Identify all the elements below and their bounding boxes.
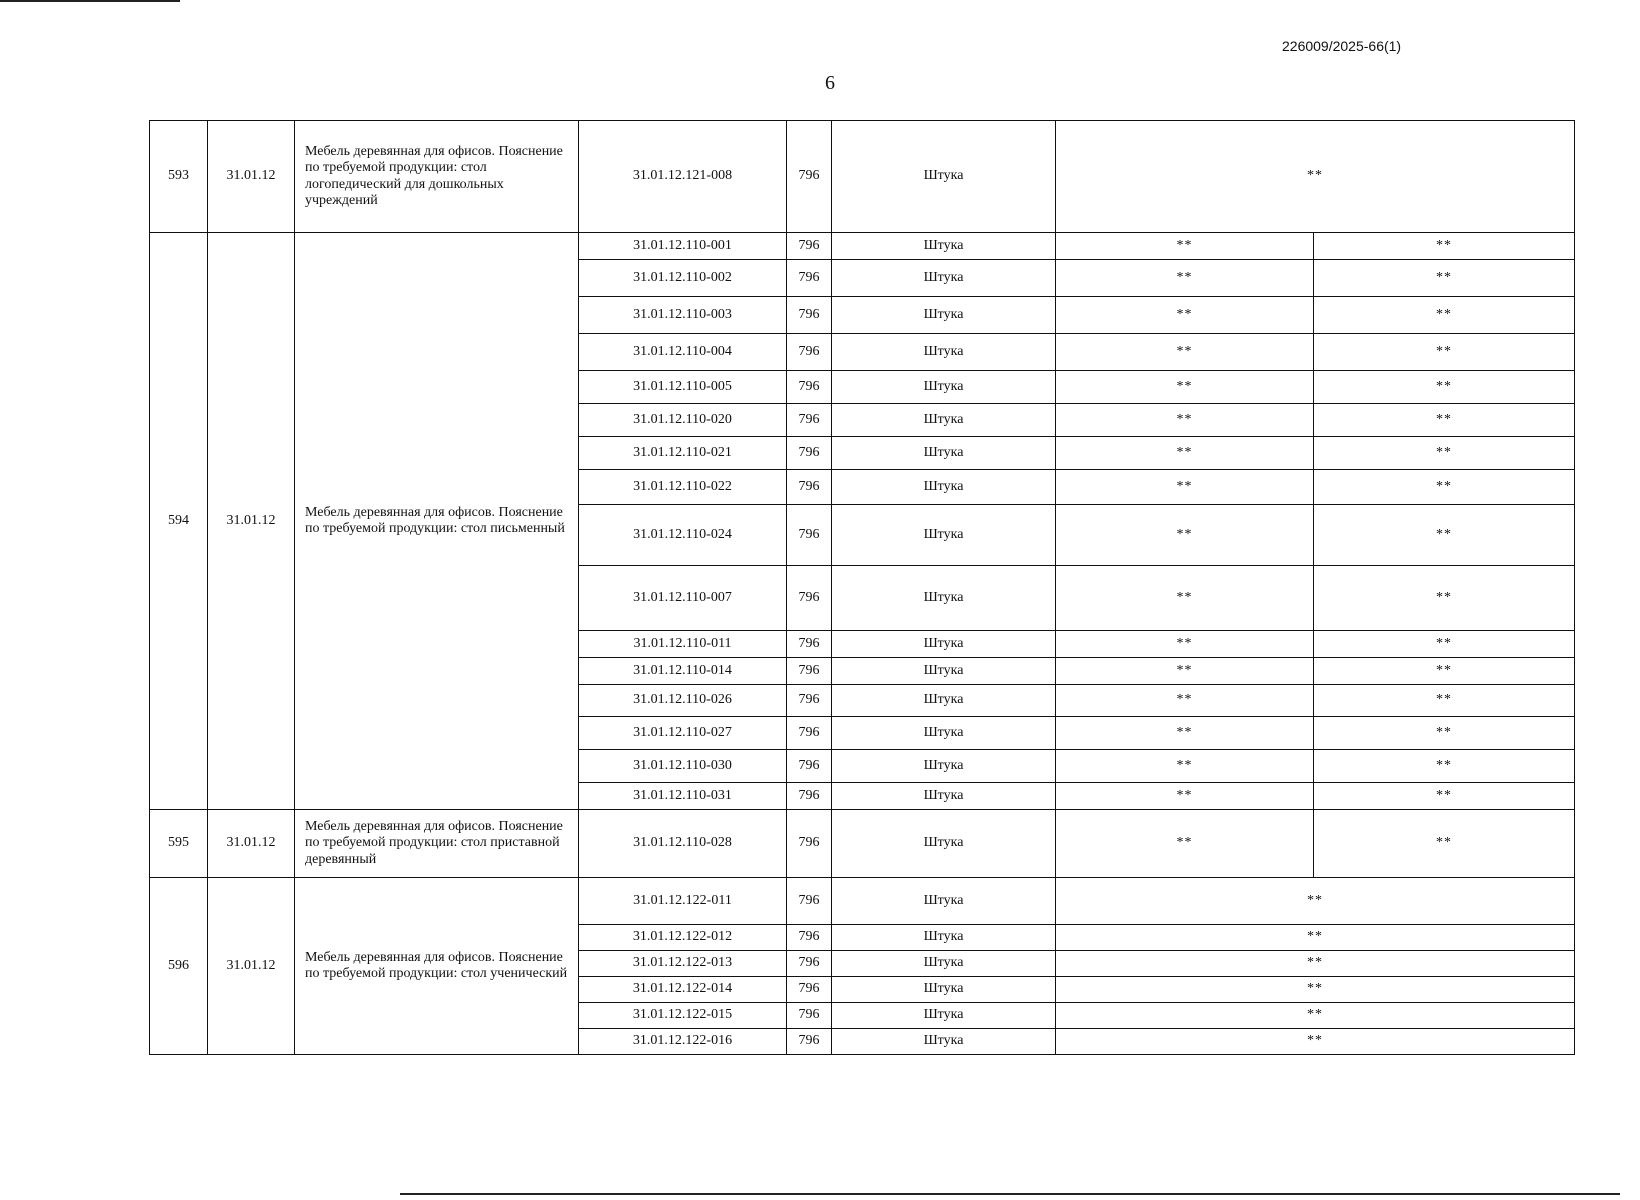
okei-code: 796 — [787, 334, 832, 371]
value-cell: ** — [1314, 631, 1575, 658]
unit-name: Штука — [832, 658, 1056, 685]
unit-name: Штука — [832, 121, 1056, 233]
products-table — [149, 120, 1575, 1055]
okpd-code: 31.01.12 — [208, 233, 295, 810]
page-number: 6 — [825, 72, 835, 94]
value-cell: ** — [1314, 437, 1575, 470]
item-code: 31.01.12.110-022 — [579, 470, 787, 505]
value-cell: ** — [1056, 297, 1314, 334]
okei-code: 796 — [787, 717, 832, 750]
item-code: 31.01.12.110-026 — [579, 685, 787, 717]
item-code: 31.01.12.110-003 — [579, 297, 787, 334]
table-row — [150, 121, 1575, 233]
okei-code: 796 — [787, 783, 832, 810]
unit-name: Штука — [832, 977, 1056, 1003]
okei-code: 796 — [787, 404, 832, 437]
value-cell: ** — [1056, 470, 1314, 505]
item-code: 31.01.12.110-005 — [579, 371, 787, 404]
item-code: 31.01.12.110-020 — [579, 404, 787, 437]
item-code: 31.01.12.110-001 — [579, 233, 787, 260]
product-description: Мебель деревянная для офисов. Пояснение по требуемой продукции: стол приставной деревянный — [295, 810, 579, 878]
okei-code: 796 — [787, 951, 832, 977]
value-cell: ** — [1056, 334, 1314, 371]
okei-code: 796 — [787, 566, 832, 631]
unit-name: Штука — [832, 297, 1056, 334]
value-cell: ** — [1314, 750, 1575, 783]
unit-name: Штука — [832, 371, 1056, 404]
value-cell: ** — [1056, 925, 1575, 951]
value-cell: ** — [1314, 260, 1575, 297]
okpd-code: 31.01.12 — [208, 878, 295, 1055]
okei-code: 796 — [787, 878, 832, 925]
item-code: 31.01.12.122-015 — [579, 1003, 787, 1029]
okei-code: 796 — [787, 750, 832, 783]
item-code: 31.01.12.122-012 — [579, 925, 787, 951]
value-cell: ** — [1056, 658, 1314, 685]
okei-code: 796 — [787, 505, 832, 566]
product-description: Мебель деревянная для офисов. Пояснение по требуемой продукции: стол ученический — [295, 878, 579, 1055]
okpd-code: 31.01.12 — [208, 121, 295, 233]
table-row — [150, 233, 1575, 260]
value-cell: ** — [1314, 505, 1575, 566]
unit-name: Штука — [832, 470, 1056, 505]
unit-name: Штука — [832, 717, 1056, 750]
unit-name: Штука — [832, 631, 1056, 658]
value-cell: ** — [1056, 783, 1314, 810]
okei-code: 796 — [787, 1003, 832, 1029]
row-number: 596 — [150, 878, 208, 1055]
item-code: 31.01.12.121-008 — [579, 121, 787, 233]
item-code: 31.01.12.122-011 — [579, 878, 787, 925]
row-number: 595 — [150, 810, 208, 878]
okei-code: 796 — [787, 685, 832, 717]
okei-code: 796 — [787, 925, 832, 951]
value-cell: ** — [1314, 404, 1575, 437]
row-number: 593 — [150, 121, 208, 233]
value-cell: ** — [1314, 233, 1575, 260]
value-cell: ** — [1314, 685, 1575, 717]
value-cell: ** — [1056, 121, 1575, 233]
value-cell: ** — [1056, 685, 1314, 717]
item-code: 31.01.12.110-007 — [579, 566, 787, 631]
unit-name: Штука — [832, 437, 1056, 470]
okei-code: 796 — [787, 1029, 832, 1055]
value-cell: ** — [1056, 878, 1575, 925]
value-cell: ** — [1314, 470, 1575, 505]
value-cell: ** — [1314, 371, 1575, 404]
okei-code: 796 — [787, 260, 832, 297]
unit-name: Штука — [832, 334, 1056, 371]
value-cell: ** — [1056, 717, 1314, 750]
item-code: 31.01.12.122-014 — [579, 977, 787, 1003]
row-number: 594 — [150, 233, 208, 810]
okpd-code: 31.01.12 — [208, 810, 295, 878]
value-cell: ** — [1314, 783, 1575, 810]
value-cell: ** — [1314, 297, 1575, 334]
unit-name: Штука — [832, 1029, 1056, 1055]
unit-name: Штука — [832, 1003, 1056, 1029]
item-code: 31.01.12.110-021 — [579, 437, 787, 470]
okei-code: 796 — [787, 631, 832, 658]
product-description: Мебель деревянная для офисов. Пояснение по требуемой продукции: стол письменный — [295, 233, 579, 810]
unit-name: Штука — [832, 404, 1056, 437]
item-code: 31.01.12.110-004 — [579, 334, 787, 371]
value-cell: ** — [1314, 658, 1575, 685]
table-row — [150, 810, 1575, 878]
unit-name: Штука — [832, 810, 1056, 878]
unit-name: Штука — [832, 685, 1056, 717]
value-cell: ** — [1314, 334, 1575, 371]
item-code: 31.01.12.122-013 — [579, 951, 787, 977]
product-description: Мебель деревянная для офисов. Пояснение по требуемой продукции: стол логопедический для дошкольных учреждений — [295, 121, 579, 233]
bottom-border-line — [400, 1193, 1620, 1195]
item-code: 31.01.12.110-027 — [579, 717, 787, 750]
value-cell: ** — [1314, 810, 1575, 878]
okei-code: 796 — [787, 810, 832, 878]
value-cell: ** — [1056, 371, 1314, 404]
item-code: 31.01.12.110-014 — [579, 658, 787, 685]
value-cell: ** — [1056, 505, 1314, 566]
unit-name: Штука — [832, 750, 1056, 783]
document-number: 226009/2025-66(1) — [1282, 38, 1402, 54]
item-code: 31.01.12.122-016 — [579, 1029, 787, 1055]
okei-code: 796 — [787, 297, 832, 334]
item-code: 31.01.12.110-031 — [579, 783, 787, 810]
unit-name: Штука — [832, 505, 1056, 566]
value-cell: ** — [1314, 717, 1575, 750]
value-cell: ** — [1056, 810, 1314, 878]
unit-name: Штука — [832, 233, 1056, 260]
okei-code: 796 — [787, 977, 832, 1003]
value-cell: ** — [1056, 977, 1575, 1003]
okei-code: 796 — [787, 121, 832, 233]
value-cell: ** — [1056, 1003, 1575, 1029]
value-cell: ** — [1056, 260, 1314, 297]
value-cell: ** — [1056, 951, 1575, 977]
item-code: 31.01.12.110-028 — [579, 810, 787, 878]
item-code: 31.01.12.110-011 — [579, 631, 787, 658]
item-code: 31.01.12.110-024 — [579, 505, 787, 566]
item-code: 31.01.12.110-002 — [579, 260, 787, 297]
unit-name: Штука — [832, 566, 1056, 631]
value-cell: ** — [1056, 437, 1314, 470]
okei-code: 796 — [787, 658, 832, 685]
unit-name: Штука — [832, 260, 1056, 297]
table-row — [150, 878, 1575, 925]
value-cell: ** — [1056, 566, 1314, 631]
top-border-line — [0, 0, 180, 2]
products-table-body — [150, 121, 1575, 1055]
unit-name: Штука — [832, 783, 1056, 810]
value-cell: ** — [1056, 750, 1314, 783]
okei-code: 796 — [787, 371, 832, 404]
value-cell: ** — [1056, 631, 1314, 658]
okei-code: 796 — [787, 437, 832, 470]
value-cell: ** — [1056, 404, 1314, 437]
value-cell: ** — [1056, 233, 1314, 260]
unit-name: Штука — [832, 925, 1056, 951]
unit-name: Штука — [832, 878, 1056, 925]
value-cell: ** — [1314, 566, 1575, 631]
okei-code: 796 — [787, 470, 832, 505]
item-code: 31.01.12.110-030 — [579, 750, 787, 783]
value-cell: ** — [1056, 1029, 1575, 1055]
okei-code: 796 — [787, 233, 832, 260]
unit-name: Штука — [832, 951, 1056, 977]
